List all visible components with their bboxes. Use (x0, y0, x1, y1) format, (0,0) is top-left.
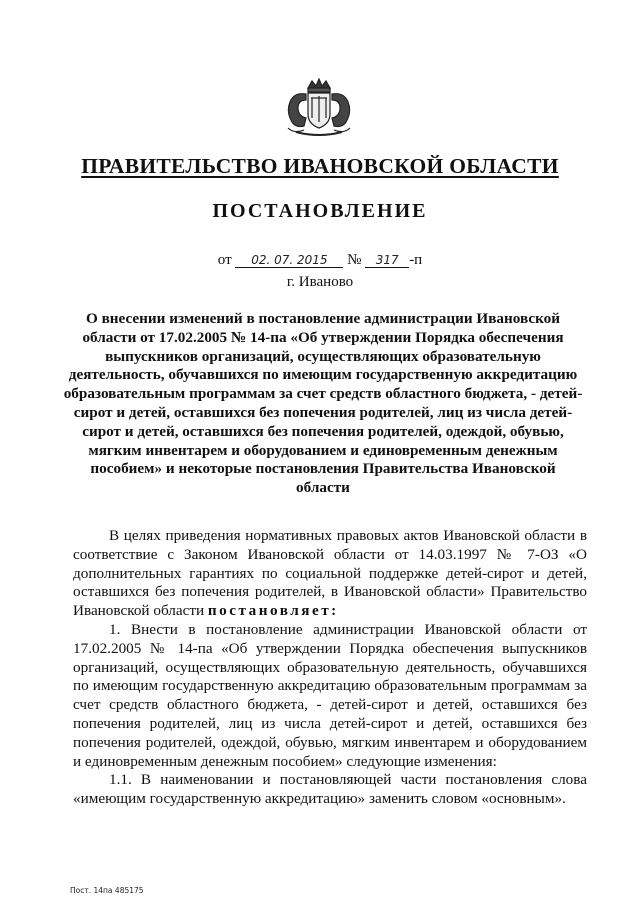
paragraph-preamble (73, 527, 587, 621)
preamble-text: В целях приведения нормативных правовых актов Ивановской области в соответствие с Законом Ивановской области от 14.03.1997 № 7-ОЗ «О дополнительных гарантиях по социальной поддержке детей-сирот и детей, оставшихся без попечения родителей, в Ивановской области» Правительство Ивановской области (73, 527, 587, 620)
dateline (0, 252, 640, 269)
paragraph-item-1-1: 1.1. В наименовании и постановляющей части постановления слова «имеющим государственную аккредитацию» заменить словом «основным». (73, 771, 587, 808)
document-body (73, 527, 587, 809)
paragraph-item-1: 1. Внести в постановление администрации Ивановской области от 17.02.2005 № 14-па «Об утверждении Порядка обеспечения выпускников организаций, осуществляющих образовательную деятельность, обучавшихся по имеющим государственную аккредитацию образовательным программам за счет средств областного бюджета, - детей-сирот и детей, оставшихся без попечения родителей, лиц из числа детей-сирот и детей, оставшихся без попечения родителей, одеждой, обувью, мягким инвентарем и оборудованием и единовременным денежным пособием» следующие изменения: (73, 620, 587, 770)
document-type: ПОСТАНОВЛЕНИЕ (212, 200, 428, 222)
date-field: 02. 07. 2015 (235, 253, 343, 268)
coat-of-arms-icon (280, 78, 358, 138)
resolution-keyword: постановляет: (207, 602, 339, 620)
date-label: от (217, 252, 232, 268)
city: г. Иваново (286, 274, 354, 290)
number-field: 317 (365, 253, 409, 268)
number-suffix: -п (409, 252, 423, 268)
number-label: № (347, 252, 362, 268)
document-title: О внесении изменений в постановление администрации Ивановской области от 17.02.2005 № 14-па «Об утверждении Порядка обеспечения выпускников организаций, осуществляющих образовательную деятельность, обучавшихся по имеющим государственную аккредитацию образовательным программам за счет средств областного бюджета, - детей-сирот и детей, оставшихся без попечения родителей, лиц из числа детей-сирот и детей, оставшихся без попечения родителей, одеждой, обувью, мягким инвентарем и оборудованием и единовременным денежным пособием» и некоторые постановления Правительства Ивановской области (63, 310, 583, 497)
footer-code: Пост. 14па 485175 (70, 886, 144, 895)
organization-heading: ПРАВИТЕЛЬСТВО ИВАНОВСКОЙ ОБЛАСТИ (81, 154, 559, 178)
